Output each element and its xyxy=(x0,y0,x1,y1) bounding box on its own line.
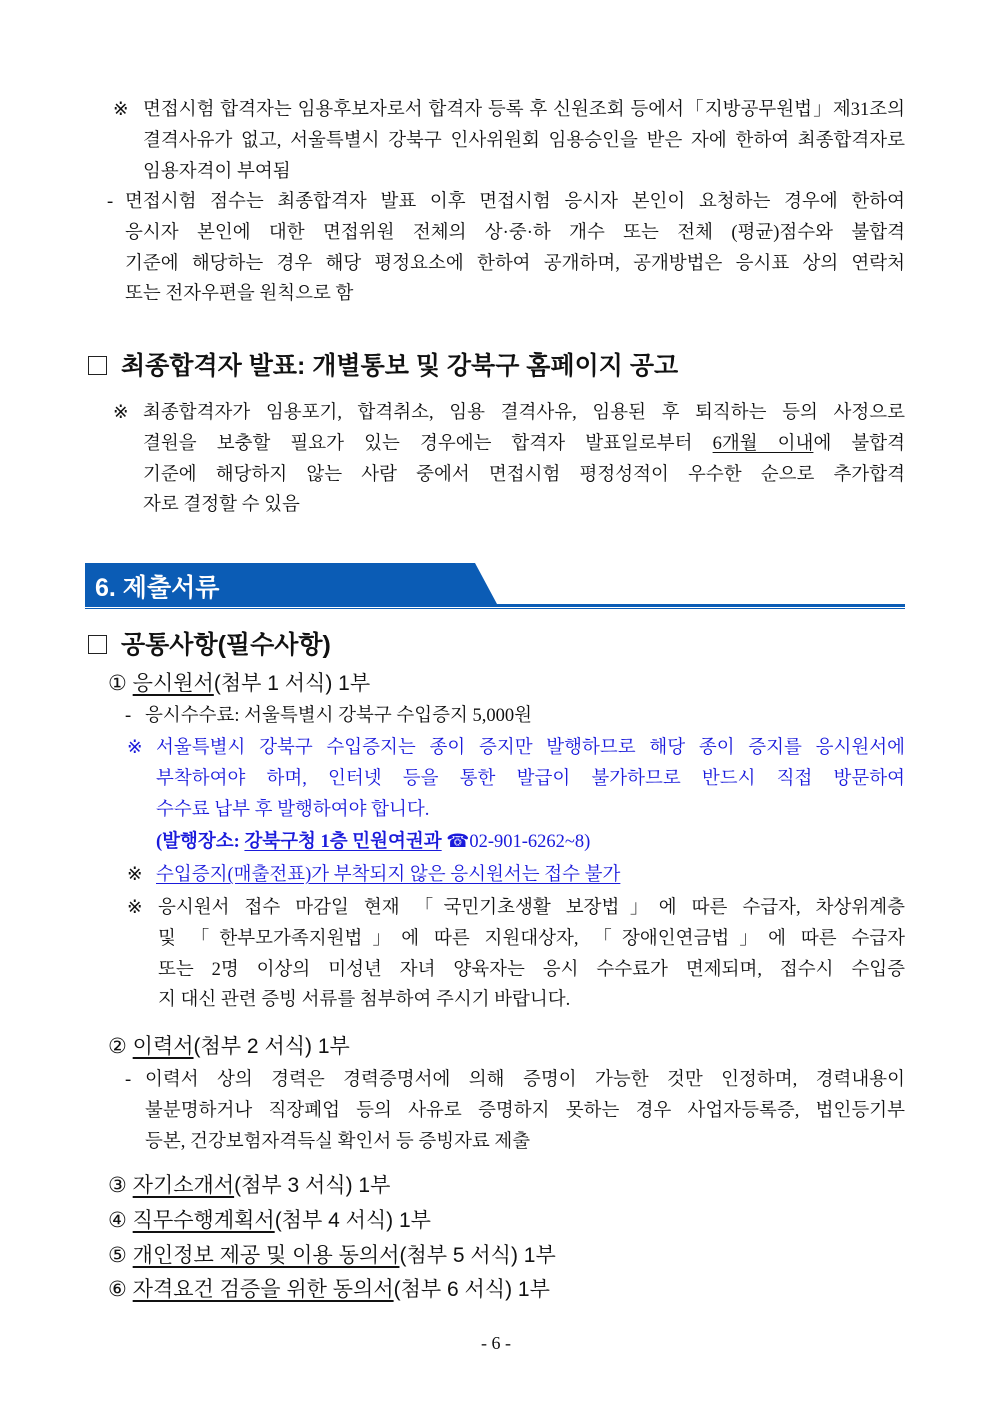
dash-mark: - xyxy=(125,706,132,726)
phone-icon: ☎ xyxy=(446,832,470,853)
item-title: 자기소개서 xyxy=(132,1174,235,1197)
section-banner xyxy=(85,563,905,609)
interview-pass-note xyxy=(143,95,905,187)
common-requirements-heading xyxy=(88,625,331,661)
item-detail: (첨부 2 서식) 1부 xyxy=(193,1035,350,1058)
text-line: 등본, 건강보험자격득실 확인서 등 증빙자료 제출 xyxy=(145,1131,531,1152)
dash-mark: - xyxy=(125,1070,132,1090)
item-title: 개인정보 제공 및 이용 동의서 xyxy=(132,1244,400,1267)
item-detail: (첨부 4 서식) 1부 xyxy=(274,1209,431,1232)
document-item xyxy=(108,1204,431,1234)
text-line: 또는 2명 이상의 미성년 자녀 양육자는 응시 수수료가 면제되며, 접수시 수입증 xyxy=(158,959,905,980)
heading-text: 최종합격자 발표: 개별통보 및 강북구 홈페이지 공고 xyxy=(121,352,679,380)
text-line: 불분명하거나 직장폐업 등의 사유로 증명하지 못하는 경우 사업자등록증, 법인등기부 xyxy=(145,1100,905,1121)
text-line: 및 「한부모가족지원법」에 따른 지원대상자, 「장애인연금법」에 따른 수급자 xyxy=(158,928,905,949)
text-line: 임용자격이 부여됨 xyxy=(143,161,291,182)
career-note xyxy=(145,1065,905,1157)
text-line: 수수료 납부 후 발행하여야 합니다. xyxy=(156,799,430,820)
item-number: ① xyxy=(108,672,127,695)
text-part: 에 불합격 xyxy=(813,433,906,454)
document-item xyxy=(108,1273,550,1303)
text-line: 자로 결정할 수 있음 xyxy=(143,495,300,516)
item-number: ⑥ xyxy=(108,1278,127,1301)
dash-mark: - xyxy=(107,192,114,212)
place-label: (발행장소: xyxy=(156,832,245,853)
stamp-notice xyxy=(156,733,905,858)
text-line: 면접시험 점수는 최종합격자 발표 이후 면접시험 응시자 본인이 요청하는 경우에 한하여 xyxy=(125,192,905,212)
underlined-text: 수입증지(매출전표)가 부착되지 않은 응시원서는 접수 불가 xyxy=(156,865,621,885)
text-line: 기준에 해당하지 않는 사람 중에서 면접시험 평정성적이 우수한 순으로 추가합격 xyxy=(143,464,905,485)
checkbox-square-icon xyxy=(88,356,107,375)
document-item xyxy=(108,1239,556,1269)
text-part: 결원을 보충할 필요가 있는 경우에는 합격자 발표일로부터 xyxy=(143,433,713,454)
text-line: 이력서 상의 경력은 경력증명서에 의해 증명이 가능한 것만 인정하며, 경력내용이 xyxy=(145,1070,905,1090)
note-mark: ※ xyxy=(113,100,129,120)
document-item xyxy=(108,1169,390,1199)
page-number: - 6 - xyxy=(481,1333,511,1353)
document-item xyxy=(108,1030,350,1060)
section-title: 6. 제출서류 xyxy=(95,574,220,602)
text-line: 기준에 해당하는 경우 해당 평정요소에 한하여 공개하며, 공개방법은 응시표 상의 연락처 xyxy=(125,253,905,274)
item-title: 자격요건 검증을 위한 동의서 xyxy=(132,1278,394,1301)
item-number: ④ xyxy=(108,1209,127,1232)
text-line xyxy=(143,429,905,460)
heading-text: 공통사항(필수사항) xyxy=(121,631,331,659)
item-number: ⑤ xyxy=(108,1244,127,1267)
item-detail: (첨부 5 서식) 1부 xyxy=(399,1244,556,1267)
item-detail: (첨부 3 서식) 1부 xyxy=(234,1174,391,1197)
text-line: 또는 전자우편을 원칙으로 함 xyxy=(125,284,354,305)
note-mark: ※ xyxy=(127,865,143,885)
fee-exemption-note xyxy=(158,893,905,1016)
checkbox-square-icon xyxy=(88,635,107,654)
item-number: ② xyxy=(108,1035,127,1058)
item-title: 이력서 xyxy=(132,1035,194,1058)
phone-number: 02-901-6262~8) xyxy=(469,832,591,853)
item-title: 응시원서 xyxy=(132,672,214,695)
item-title: 직무수행계획서 xyxy=(132,1209,275,1232)
interview-score-disclosure xyxy=(125,187,905,310)
text-line: 응시자 본인에 대한 면접위원 전체의 상·중·하 개수 또는 전체 (평균)점수와 불합격 xyxy=(125,222,905,243)
place-name: 강북구청 1층 민원여권과 xyxy=(244,832,442,853)
note-mark: ※ xyxy=(113,403,129,423)
text-line: 서울특별시 강북구 수입증지는 종이 증지만 발행하므로 해당 종이 증지를 응시원서에 xyxy=(156,738,905,758)
additional-pass-note xyxy=(143,398,905,521)
text-line: 응시원서 접수 마감일 현재 「국민기초생활 보장법」에 따른 수급자, 차상위계층 xyxy=(158,898,905,918)
text-line: 지 대신 관련 증빙 서류를 첨부하여 주시기 바랍니다. xyxy=(158,990,571,1011)
item-detail: (첨부 6 서식) 1부 xyxy=(393,1278,550,1301)
text-line: 최종합격자가 임용포기, 합격취소, 임용 결격사유, 임용된 후 퇴직하는 등의 사정으로 xyxy=(143,403,905,423)
underlined-period: 6개월 이내 xyxy=(712,433,814,454)
issue-place xyxy=(156,827,905,858)
text-line: 결격사유가 없고, 서울특별시 강북구 인사위원회 임용승인을 받은 자에 한하여 최종합격자로 xyxy=(143,130,905,151)
item-detail: (첨부 1 서식) 1부 xyxy=(213,672,371,695)
document-item xyxy=(108,667,370,697)
final-announcement-heading xyxy=(88,346,678,382)
fee-text: 응시수수료: 서울특별시 강북구 수입증지 5,000원 xyxy=(145,706,532,726)
stamp-required-notice xyxy=(156,860,620,891)
note-mark: ※ xyxy=(127,898,143,918)
note-mark: ※ xyxy=(127,738,143,758)
item-number: ③ xyxy=(108,1174,127,1197)
text-line: 면접시험 합격자는 임용후보자로서 합격자 등록 후 신원조회 등에서「지방공무원법」제31조의 xyxy=(143,100,905,120)
text-line: 부착하여야 하며, 인터넷 등을 통한 발급이 불가하므로 반드시 직접 방문하여 xyxy=(156,768,905,789)
